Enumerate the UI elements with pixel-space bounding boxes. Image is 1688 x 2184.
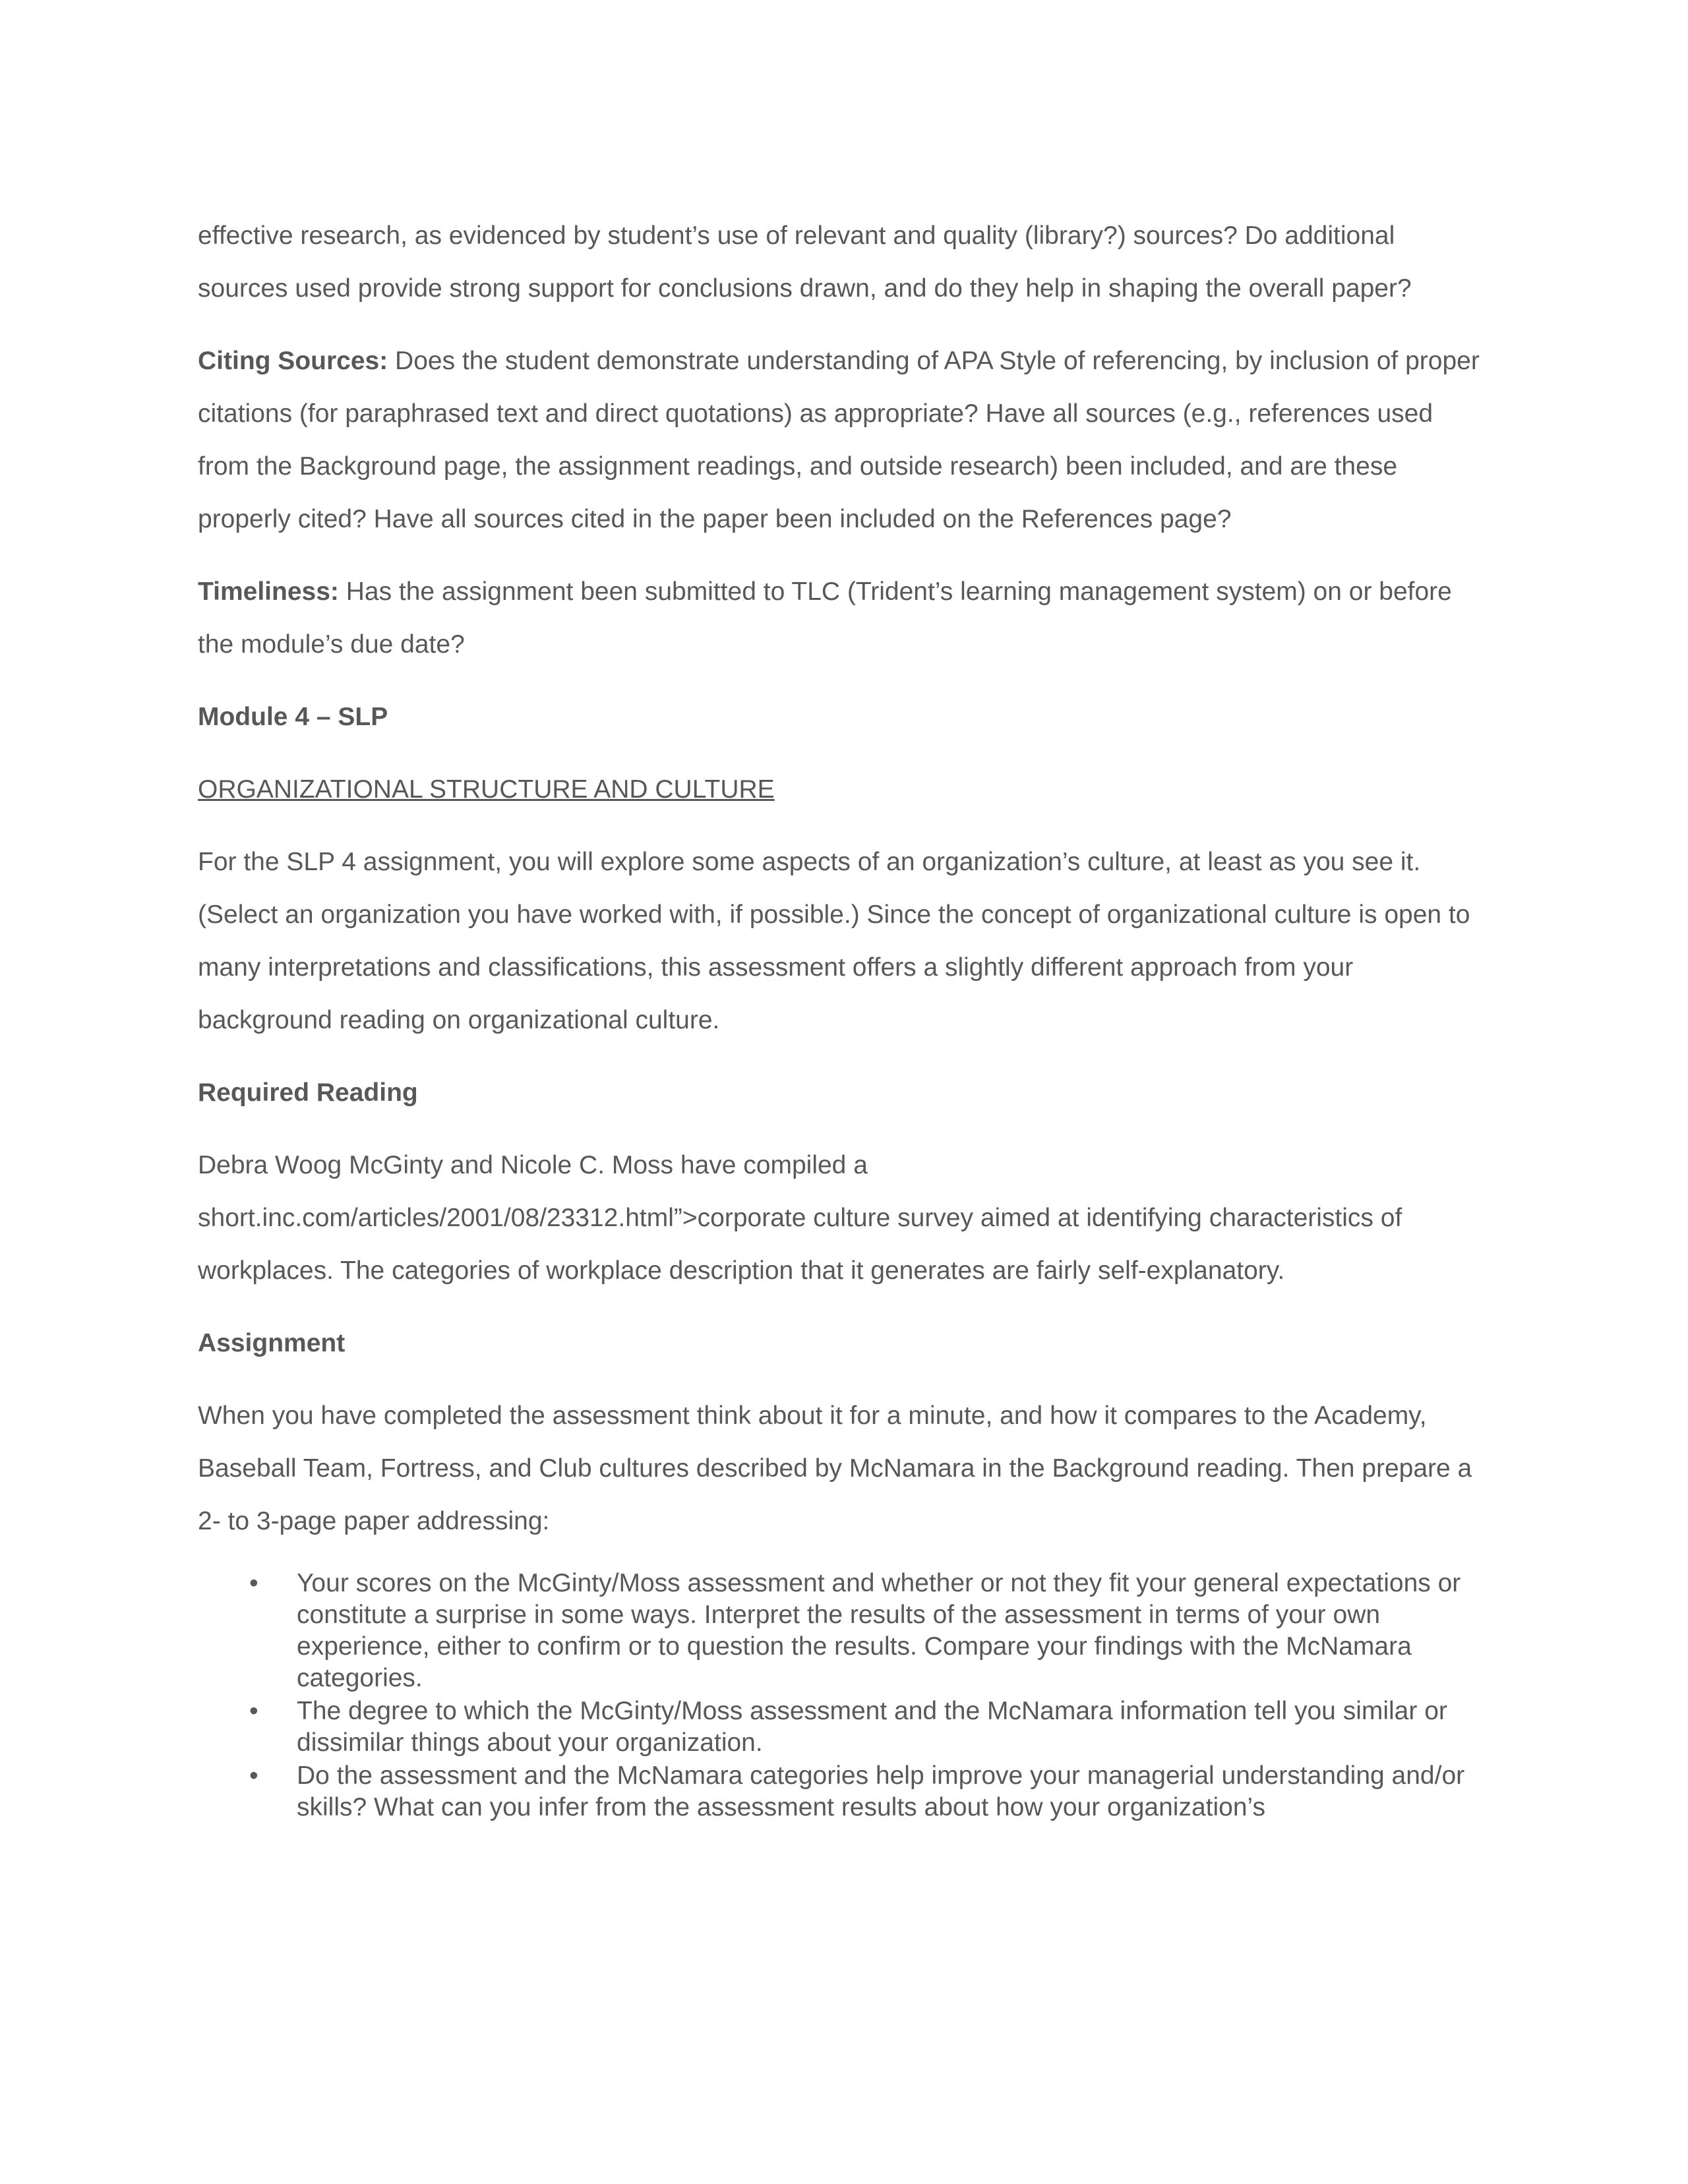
citing-sources-paragraph — [198, 335, 1490, 546]
timeliness-paragraph — [198, 566, 1490, 671]
bullet-text: The degree to which the McGinty/Moss assessment and the McNamara information tell you similar or dissimilar things about your organization. — [297, 1697, 1447, 1757]
required-reading-line-2: short.inc.com/articles/2001/08/23312.html”>corporate culture survey aimed at identifying characteristics of workplaces. The categories of workplace description that it generates are fairly self-explanatory. — [198, 1204, 1402, 1285]
module-heading: Module 4 – SLP — [198, 703, 388, 731]
research-paragraph: effective research, as evidenced by student’s use of relevant and quality (library?) sources? Do additional sources used provide strong support for conclusions drawn, and do they help in shaping the overall paper? — [198, 221, 1412, 303]
bullet-item — [198, 1760, 1490, 1823]
assignment-paragraph: When you have completed the assessment think about it for a minute, and how it compares to the Academy, Baseball Team, Fortress, and Club cultures described by McNamara in the Background reading. Then prepare a 2- to 3-page paper addressing: — [198, 1402, 1472, 1535]
bullet-icon: • — [249, 1761, 258, 1790]
citing-sources-label: Citing Sources: — [198, 347, 388, 375]
bullet-item — [198, 1696, 1490, 1759]
bullet-text: Your scores on the McGinty/Moss assessment and whether or not they fit your general expectations or constitute a surprise in some ways. Interpret the results of the assessment in terms of your own experience, either to confirm or to question the results. Compare your findings with the McNamara categories. — [297, 1569, 1461, 1692]
bullet-text: Do the assessment and the McNamara categories help improve your managerial understanding and/or skills? What can you infer from the assessment results about how your organization’s — [297, 1761, 1465, 1821]
intro-paragraph: For the SLP 4 assignment, you will explore some aspects of an organization’s culture, at least as you see it. (Select an organization you have worked with, if possible.) Since the concept of organizational culture is open to many interpretations and classifications, this assessment offers a slightly different approach from your background reading on organizational culture. — [198, 848, 1470, 1034]
bullet-item — [198, 1568, 1490, 1694]
bullet-icon: • — [249, 1569, 258, 1597]
required-reading-line-1: Debra Woog McGinty and Nicole C. Moss have compiled a — [198, 1151, 868, 1179]
required-reading-heading: Required Reading — [198, 1078, 418, 1107]
required-reading-paragraph — [198, 1139, 1490, 1297]
timeliness-label: Timeliness: — [198, 577, 339, 606]
document-page — [198, 210, 1490, 1825]
assignment-bullet-list — [198, 1568, 1490, 1823]
citing-sources-text: Does the student demonstrate understanding of APA Style of referencing, by inclusion of proper citations (for paraphrased text and direct quotations) as appropriate? Have all sources (e.g., references used from the Background page, the assignment readings, and outside research) been included, and are these properly cited? Have all sources cited in the paper been included on the References page? — [198, 347, 1480, 533]
section-title: ORGANIZATIONAL STRUCTURE AND CULTURE — [198, 775, 775, 804]
assignment-heading: Assignment — [198, 1329, 346, 1357]
bullet-icon: • — [249, 1697, 258, 1725]
timeliness-text: Has the assignment been submitted to TLC (Trident’s learning management system) on or before the module’s due date? — [198, 577, 1452, 659]
